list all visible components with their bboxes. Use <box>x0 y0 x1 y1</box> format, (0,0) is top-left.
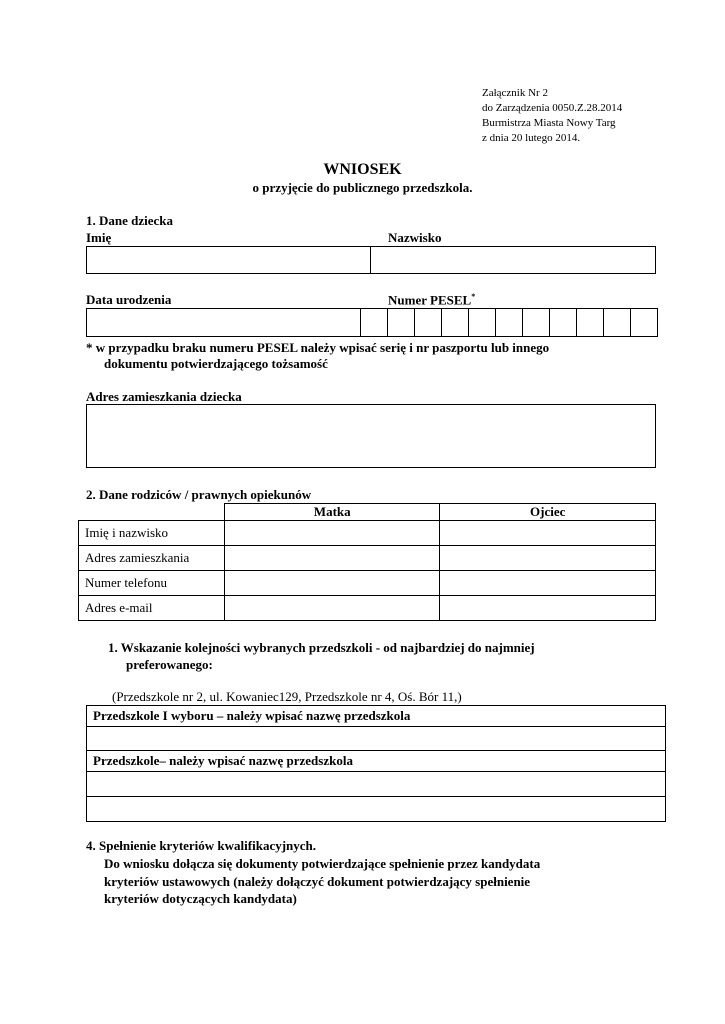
first-name-field[interactable] <box>86 246 371 274</box>
parents-table-header <box>79 504 656 521</box>
mother-email-field[interactable] <box>224 596 440 621</box>
table-row <box>87 727 666 751</box>
last-name-field[interactable] <box>370 246 656 274</box>
pesel-digit-cell[interactable] <box>468 308 496 337</box>
second-choice-field[interactable] <box>87 772 666 797</box>
pesel-digit-cell[interactable] <box>360 308 388 337</box>
father-phone-field[interactable] <box>440 571 656 596</box>
row-label: Adres zamieszkania <box>79 546 225 571</box>
pesel-digit-cell[interactable] <box>603 308 631 337</box>
column-father: Ojciec <box>440 504 656 521</box>
table-row <box>79 521 656 546</box>
table-row <box>87 797 666 822</box>
third-choice-field[interactable] <box>87 797 666 822</box>
annex-line: z dnia 20 lutego 2014. <box>482 132 581 144</box>
section3-heading-line2: preferowanego: <box>126 657 213 672</box>
form-title: WNIOSEK <box>323 161 402 178</box>
mother-name-field[interactable] <box>224 521 440 546</box>
first-choice-label: Przedszkole I wyboru – należy wpisać nazwę przedszkola <box>87 706 666 727</box>
section4-text-line3: kryteriów dotyczących kandydata) <box>104 891 297 906</box>
section4-text-line2: kryteriów ustawowych (należy dołączyć dokument potwierdzający spełnienie <box>104 874 531 889</box>
birth-date-label: Data urodzenia <box>86 292 172 307</box>
column-mother: Matka <box>224 504 440 521</box>
pesel-digit-cell[interactable] <box>495 308 523 337</box>
section2-heading: 2. Dane rodziców / prawnych opiekunów <box>86 487 312 502</box>
pesel-digit-cell[interactable] <box>441 308 469 337</box>
pesel-footnote-line2: dokumentu potwierdzającego tożsamość <box>104 356 328 371</box>
annex-line: Burmistrza Miasta Nowy Targ <box>482 117 616 129</box>
row-label: Numer telefonu <box>79 571 225 596</box>
row-label: Imię i nazwisko <box>79 521 225 546</box>
birth-date-field[interactable] <box>86 308 361 337</box>
table-row <box>87 772 666 797</box>
section4-text-line1: Do wniosku dołącza się dokumenty potwierdzające spełnienie przez kandydata <box>104 856 541 871</box>
kindergarten-table <box>86 705 666 822</box>
table-row <box>79 546 656 571</box>
mother-address-field[interactable] <box>224 546 440 571</box>
pesel-label-text: Numer PESEL <box>388 292 472 308</box>
father-name-field[interactable] <box>440 521 656 546</box>
annex-line: do Zarządzenia 0050.Z.28.2014 <box>482 102 623 114</box>
table-row <box>87 706 666 727</box>
table-row <box>79 596 656 621</box>
father-email-field[interactable] <box>440 596 656 621</box>
annex-line: Załącznik Nr 2 <box>482 87 548 99</box>
parents-table <box>78 503 656 621</box>
pesel-label <box>388 292 475 308</box>
pesel-footnote-line1: * w przypadku braku numeru PESEL należy wpisać serię i nr paszportu lub innego <box>86 340 550 355</box>
pesel-digit-cell[interactable] <box>576 308 604 337</box>
mother-phone-field[interactable] <box>224 571 440 596</box>
kindergarten-note: (Przedszkole nr 2, ul. Kowaniec129, Przedszkole nr 4, Oś. Bór 11,) <box>112 689 462 704</box>
table-row <box>79 571 656 596</box>
section4-heading: 4. Spełnienie kryteriów kwalifikacyjnych. <box>86 838 317 853</box>
section3-heading-line1: 1. Wskazanie kolejności wybranych przedszkoli - od najbardziej do najmniej <box>108 640 535 655</box>
pesel-digit-cell[interactable] <box>387 308 415 337</box>
header-empty-cell <box>79 504 225 521</box>
second-choice-label: Przedszkole– należy wpisać nazwę przedszkola <box>87 751 666 772</box>
form-subtitle: o przyjęcie do publicznego przedszkola. <box>252 180 473 195</box>
father-address-field[interactable] <box>440 546 656 571</box>
section1-heading: 1. Dane dziecka <box>86 213 174 228</box>
child-address-label: Adres zamieszkania dziecka <box>86 389 242 404</box>
row-label: Adres e-mail <box>79 596 225 621</box>
pesel-digit-cell[interactable] <box>549 308 577 337</box>
last-name-label: Nazwisko <box>388 230 442 245</box>
table-row <box>87 751 666 772</box>
pesel-digit-cell[interactable] <box>630 308 658 337</box>
first-choice-field[interactable] <box>87 727 666 751</box>
pesel-digit-cell[interactable] <box>522 308 550 337</box>
child-address-field[interactable] <box>86 404 656 468</box>
pesel-digit-cell[interactable] <box>414 308 442 337</box>
pesel-footnote-mark: * <box>471 292 476 301</box>
first-name-label: Imię <box>86 230 112 245</box>
annex-header <box>482 86 622 146</box>
